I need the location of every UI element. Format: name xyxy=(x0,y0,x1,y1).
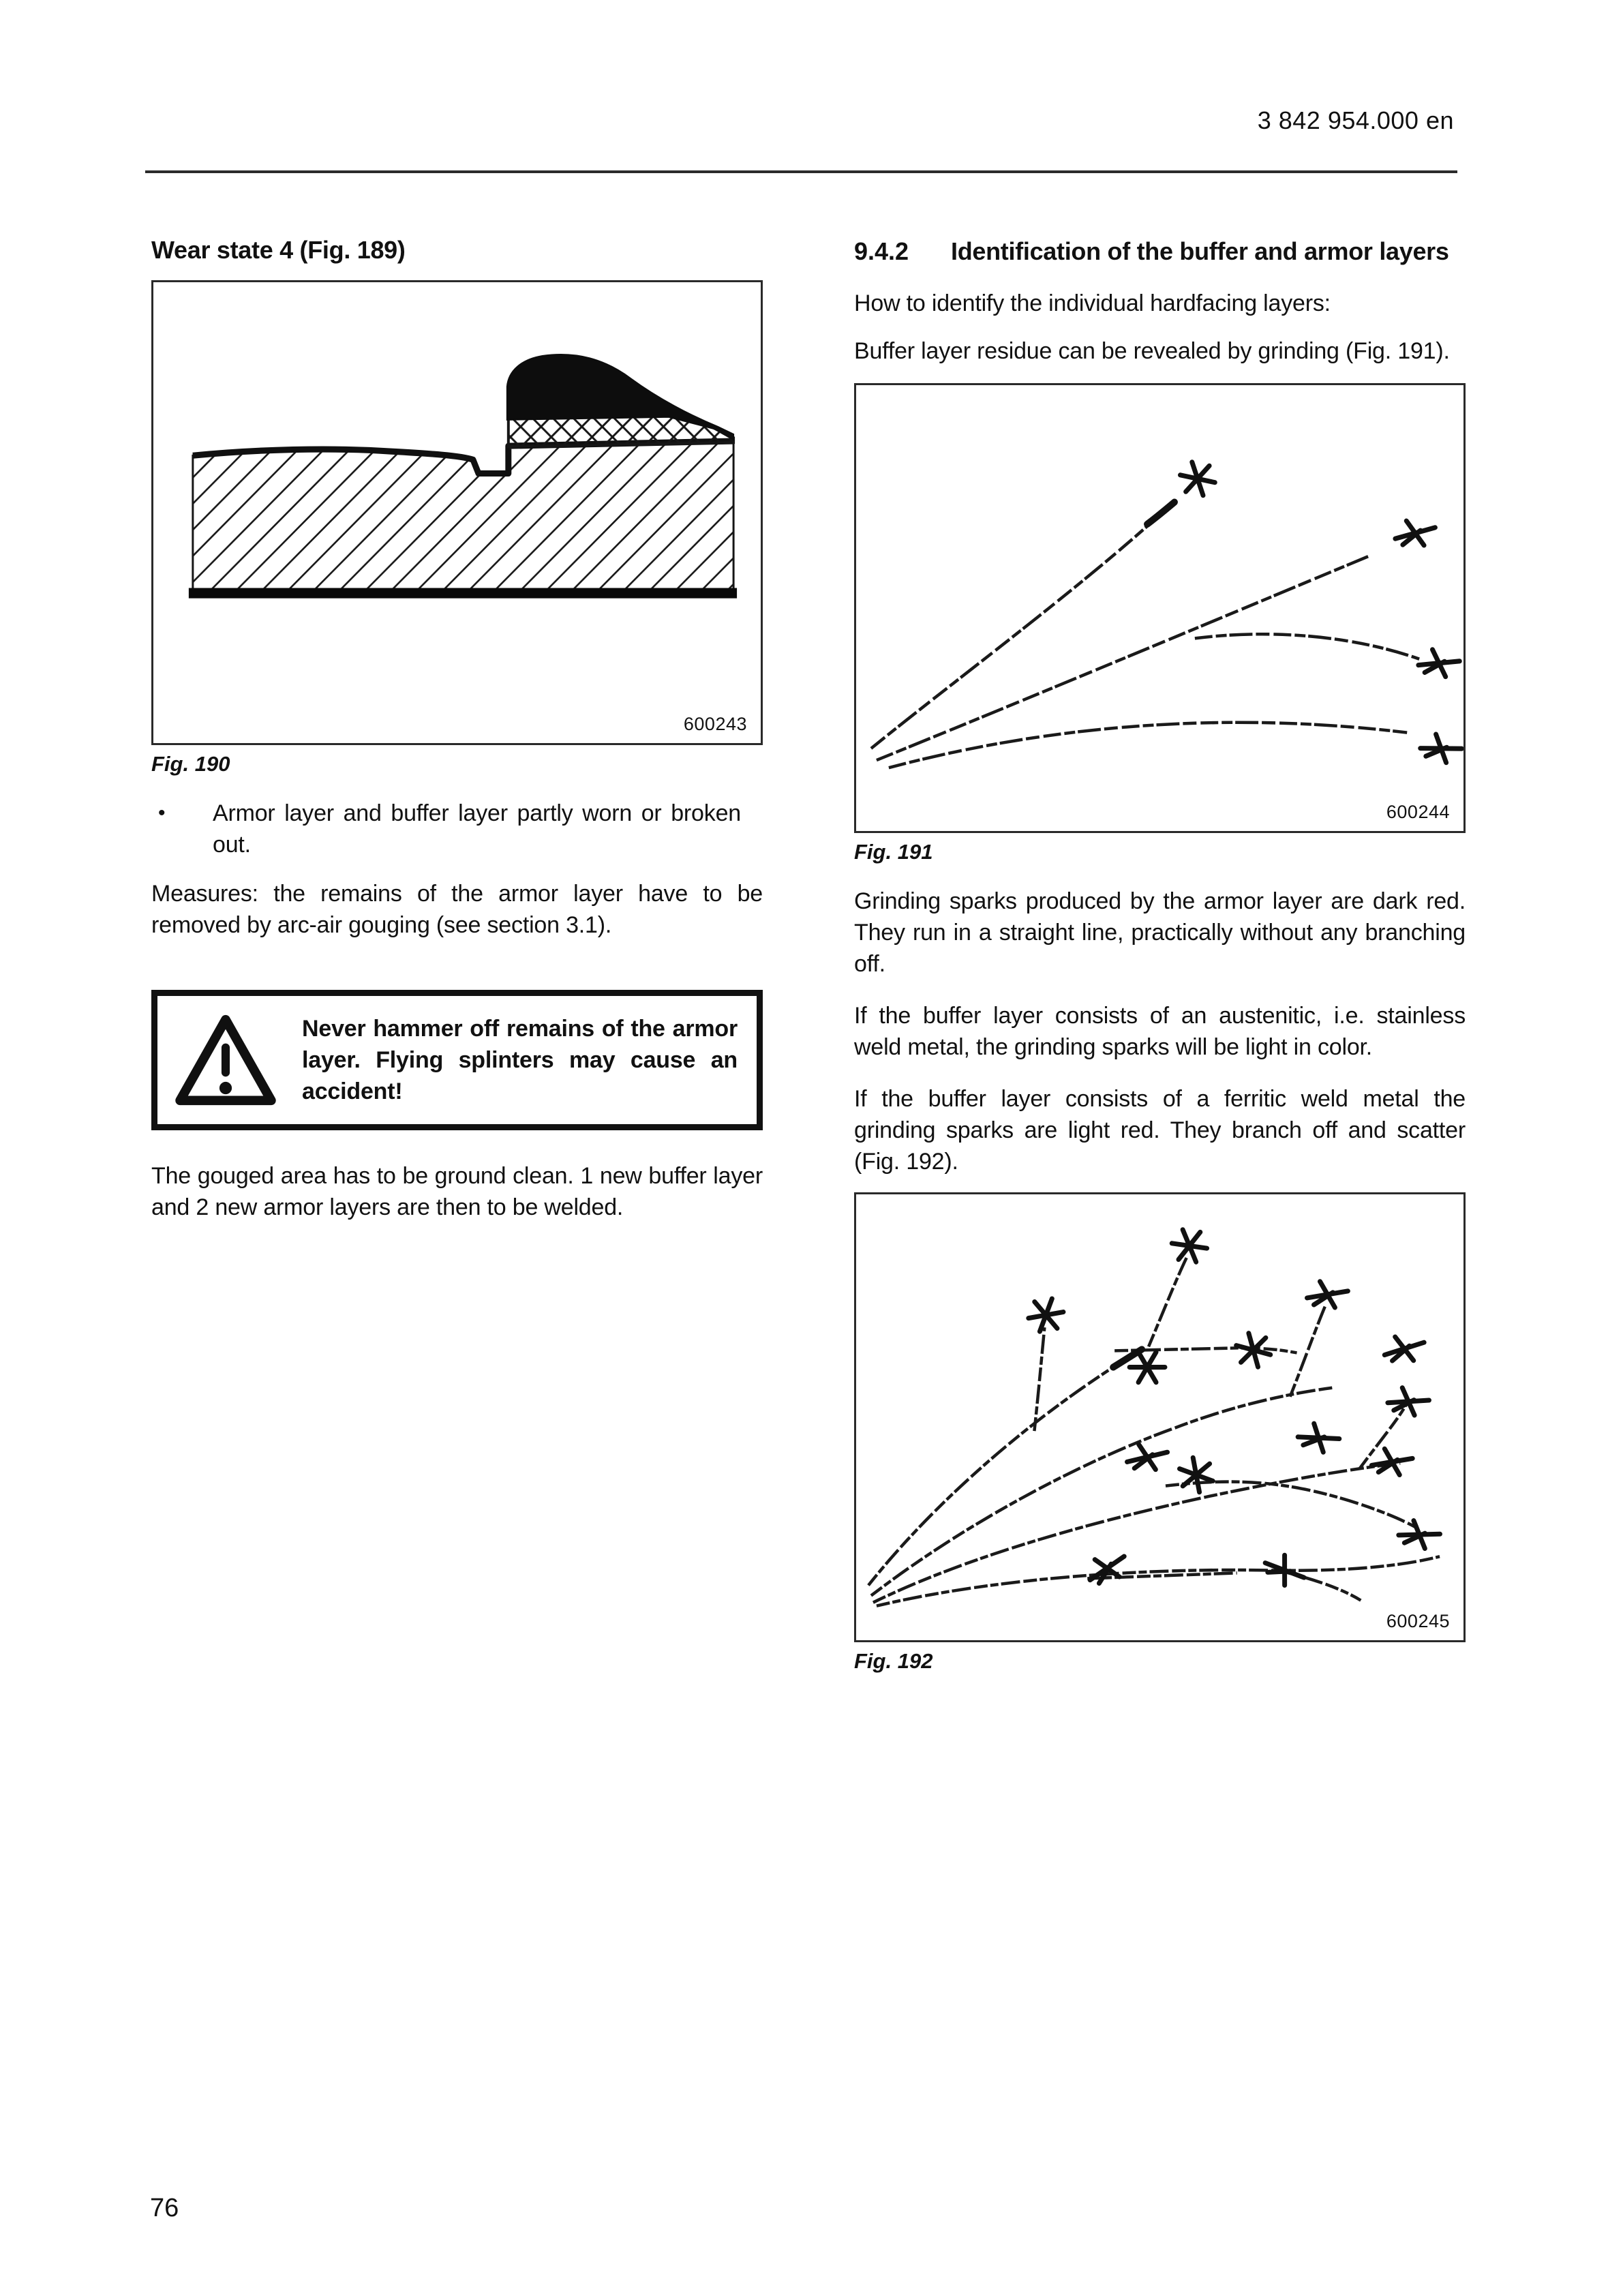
wear-state-diagram xyxy=(153,282,761,743)
figure-191-caption: Fig. 191 xyxy=(854,840,933,864)
gouged-paragraph: The gouged area has to be ground clean. 1 new buffer layer and 2 new armor layers are then to be welded. xyxy=(151,1163,763,1220)
straight-sparks-diagram xyxy=(856,385,1463,831)
sparks-paragraph-3: If the buffer layer consists of a ferritic weld metal the grinding sparks are light red. They branch off and scatter (Fig. 192). xyxy=(854,1086,1466,1175)
figure-192-code: 600245 xyxy=(1386,1611,1450,1631)
figure-190-frame xyxy=(151,280,763,745)
document-code: 3 842 954.000 en xyxy=(1257,106,1454,134)
measures-paragraph: Measures: the remains of the armor layer have to be removed by arc-air gouging (see section 3.1). xyxy=(151,881,763,938)
sparks-paragraph-2: If the buffer layer consists of an austenitic, i.e. stainless weld metal, the grinding sparks will be light in color. xyxy=(854,1003,1466,1060)
warning-triangle-icon xyxy=(174,1012,277,1108)
figure-191-code: 600244 xyxy=(1386,802,1450,822)
header-divider xyxy=(145,170,1457,173)
warning-text: Never hammer off remains of the armor layer. Flying splinters may cause an accident! xyxy=(302,1016,738,1104)
section-heading xyxy=(854,235,1466,267)
figure-190-code: 600243 xyxy=(683,714,747,734)
bullet-item-text: Armor layer and buffer layer partly worn or broken out. xyxy=(213,800,741,858)
left-column xyxy=(151,235,763,1223)
figure-191-frame xyxy=(854,383,1466,833)
sparks-paragraph-1: Grinding sparks produced by the armor layer are dark red. They run in a straight line, practically without any branching off. xyxy=(854,888,1466,977)
section-number: 9.4.2 xyxy=(854,237,909,265)
wear-state-heading: Wear state 4 (Fig. 189) xyxy=(151,236,406,264)
branching-sparks-diagram xyxy=(856,1194,1463,1640)
section-title: Identification of the buffer and armor layers xyxy=(951,237,1449,265)
buffer-paragraph: Buffer layer residue can be revealed by grinding (Fig. 191). xyxy=(854,338,1450,364)
warning-box xyxy=(151,990,763,1130)
bullet-marker: • xyxy=(158,802,166,824)
right-column xyxy=(854,235,1466,1674)
page-number: 76 xyxy=(150,2194,179,2222)
figure-192-caption: Fig. 192 xyxy=(854,1649,933,1673)
bullet-item xyxy=(151,798,763,860)
intro-paragraph: How to identify the individual hardfacing layers: xyxy=(854,290,1331,316)
figure-190-caption: Fig. 190 xyxy=(151,752,230,776)
figure-192-frame xyxy=(854,1192,1466,1642)
